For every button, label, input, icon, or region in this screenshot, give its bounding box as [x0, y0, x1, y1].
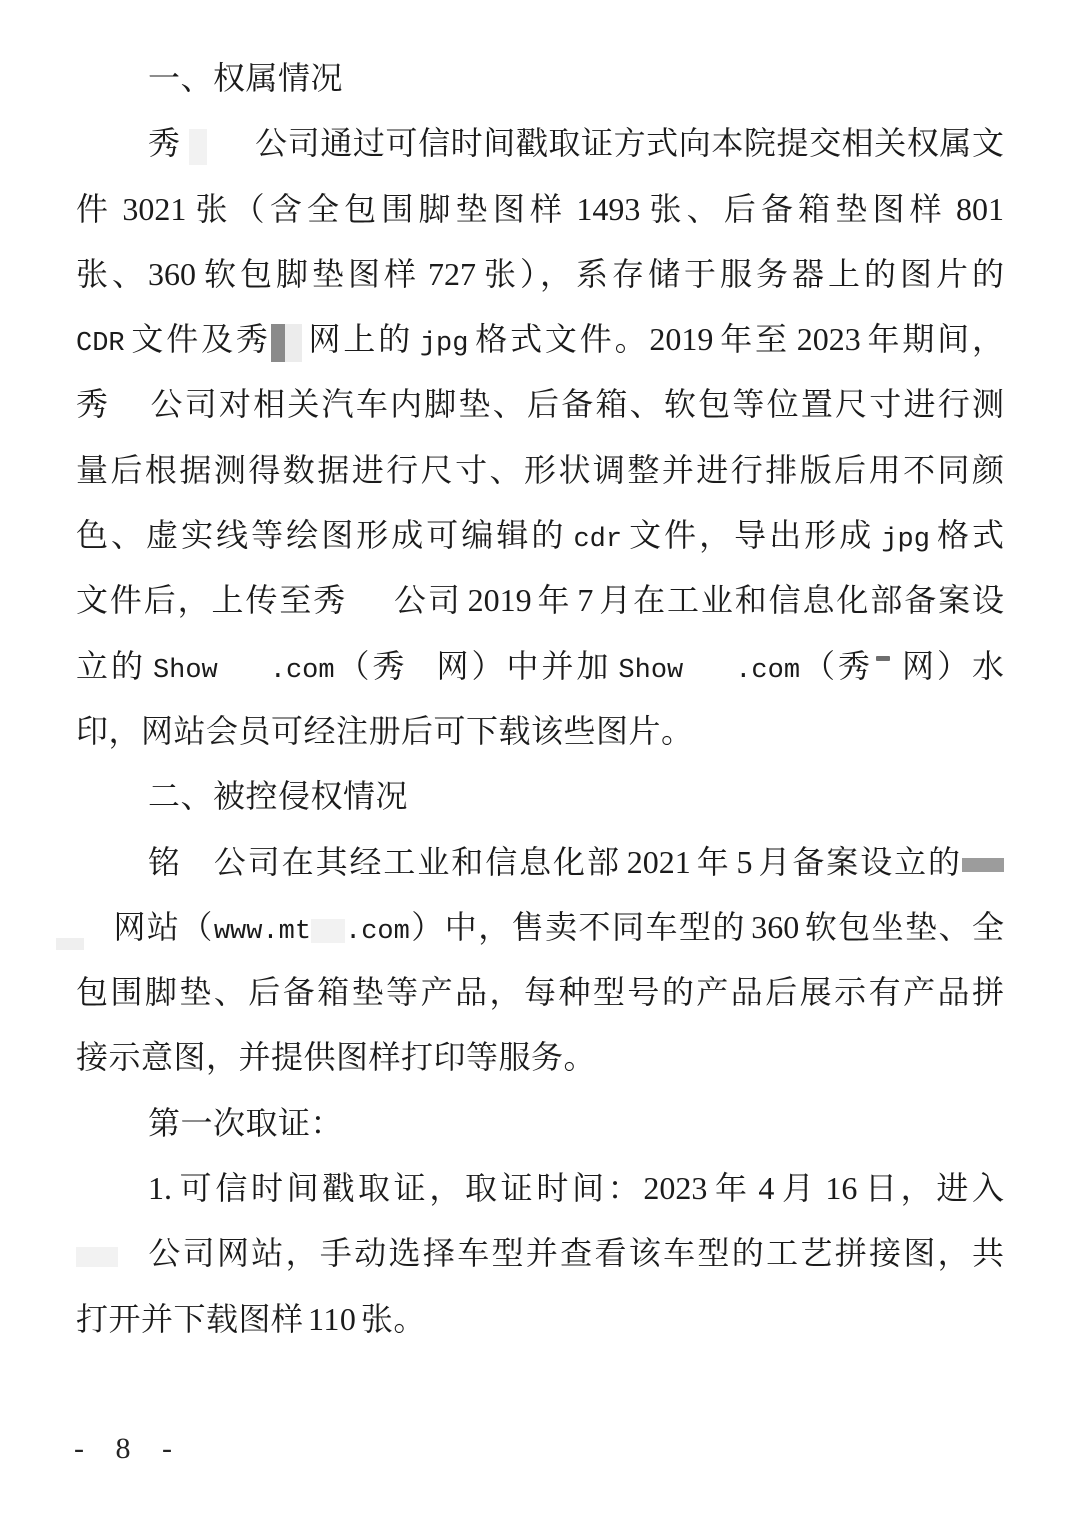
text-line	[76, 634, 1004, 699]
redaction-block	[271, 324, 285, 362]
cjk-text: 网上的	[301, 321, 420, 358]
text-line	[76, 895, 1004, 960]
cjk-text: 色、虚实线等绘图形成可编辑的	[76, 517, 574, 554]
text-line	[76, 372, 1004, 437]
latin-text: CDR	[76, 329, 125, 360]
text-line	[76, 1221, 1004, 1286]
redacted-gap	[408, 676, 434, 677]
cjk-text: （秀	[334, 647, 408, 684]
redacted-gap	[683, 676, 735, 677]
cjk-text: 公司通过可信时间戳取证方式向本院提交相关权属文	[254, 125, 1004, 162]
document-body	[76, 46, 1004, 1352]
redaction-block	[76, 1247, 118, 1267]
text-line	[76, 1156, 1004, 1221]
redaction-block	[311, 919, 345, 943]
cjk-text: 张、360 软包脚垫图样 727 张），系存储于服务器上的图片的	[76, 255, 1004, 292]
cjk-text: 格式文件。2019 年至 2023 年期间，	[468, 321, 1004, 358]
redacted-gap	[182, 872, 212, 873]
cjk-text: 件 3021 张（含全包围脚垫图样 1493 张、后备箱垫图样 801	[76, 190, 1004, 227]
cjk-text: 文件后，上传至秀	[76, 582, 348, 619]
redacted-gap	[181, 153, 189, 154]
latin-text: jpg	[419, 329, 469, 360]
cjk-text: 1. 可信时间戳取证，取证时间：2023 年 4 月 16 日，进入	[148, 1170, 1004, 1207]
latin-text: jpg	[881, 525, 930, 556]
page-number: - 8 -	[74, 1432, 184, 1465]
cjk-text: 网）水	[899, 647, 1004, 684]
latin-text: .com	[735, 655, 801, 686]
cjk-text: ）中，售卖不同车型的 360 软包坐垫、全	[409, 908, 1004, 945]
cjk-text: 二、被控侵权情况	[148, 778, 409, 815]
text-line	[76, 111, 1004, 176]
redacted-gap	[118, 1263, 146, 1264]
cjk-text: 印，网站会员可经注册后可下载该些图片。	[76, 712, 694, 749]
cjk-text: 包围脚垫、后备箱垫等产品，每种型号的产品后展示有产品拼	[76, 974, 1004, 1011]
text-line	[76, 503, 1004, 568]
redaction-block	[285, 324, 302, 362]
cjk-text: 公司网站，手动选择车型并查看该车型的工艺拼接图，共	[146, 1235, 1004, 1272]
latin-text: .com	[345, 916, 410, 947]
scan-smudge	[56, 938, 84, 950]
redaction-block	[962, 858, 1004, 872]
redacted-gap	[873, 676, 899, 677]
cjk-text: 立的	[76, 647, 153, 684]
text-line	[76, 1287, 1004, 1352]
cjk-text: 网）中并加	[433, 647, 619, 684]
cjk-text: 文件及秀	[124, 321, 271, 358]
text-line	[76, 764, 1004, 829]
cjk-text: 秀	[148, 125, 181, 162]
cjk-text: 接示意图，并提供图样打印等服务。	[76, 1039, 597, 1076]
redacted-gap	[110, 414, 148, 415]
text-line	[76, 242, 1004, 307]
redaction-block	[189, 129, 207, 165]
text-line	[76, 568, 1004, 633]
text-line	[76, 960, 1004, 1025]
text-line	[76, 1091, 1004, 1156]
redacted-gap	[218, 676, 270, 677]
scan-artifact	[876, 656, 890, 661]
text-line	[76, 177, 1004, 242]
text-line	[76, 46, 1004, 111]
latin-text: Show	[152, 655, 218, 686]
cjk-text: 公司对相关汽车内脚垫、后备箱、软包等位置尺寸进行测	[148, 386, 1004, 423]
text-line	[76, 830, 1004, 895]
text-line	[76, 1025, 1004, 1090]
text-line	[76, 307, 1004, 372]
latin-text: .com	[269, 655, 335, 686]
cjk-text: （秀	[800, 647, 873, 684]
cjk-text: 一、权属情况	[148, 60, 344, 96]
cjk-text: 公司在其经工业和信息化部 2021 年 5 月备案设立的	[211, 843, 962, 880]
cjk-text: 第一次取证：	[148, 1104, 344, 1141]
latin-text: cdr	[573, 525, 623, 556]
cjk-text: 秀	[76, 386, 111, 423]
cjk-text: 格式	[929, 517, 1004, 554]
text-line	[76, 438, 1004, 503]
latin-text: www.mt	[213, 916, 312, 947]
cjk-text: 打开并下载图样 110 张。	[76, 1300, 426, 1337]
cjk-text: 量后根据测得数据进行尺寸、形状调整并进行排版后用不同颜	[76, 451, 1004, 488]
redacted-gap	[347, 610, 392, 611]
cjk-text: 铭	[148, 843, 182, 880]
latin-text: Show	[618, 655, 684, 686]
text-line	[76, 699, 1004, 764]
cjk-text: 网站（	[112, 908, 214, 945]
cjk-text: 公司 2019 年 7 月在工业和信息化部备案设	[392, 582, 1004, 619]
cjk-text: 文件，导出形成	[622, 517, 882, 554]
redacted-gap	[207, 153, 255, 154]
